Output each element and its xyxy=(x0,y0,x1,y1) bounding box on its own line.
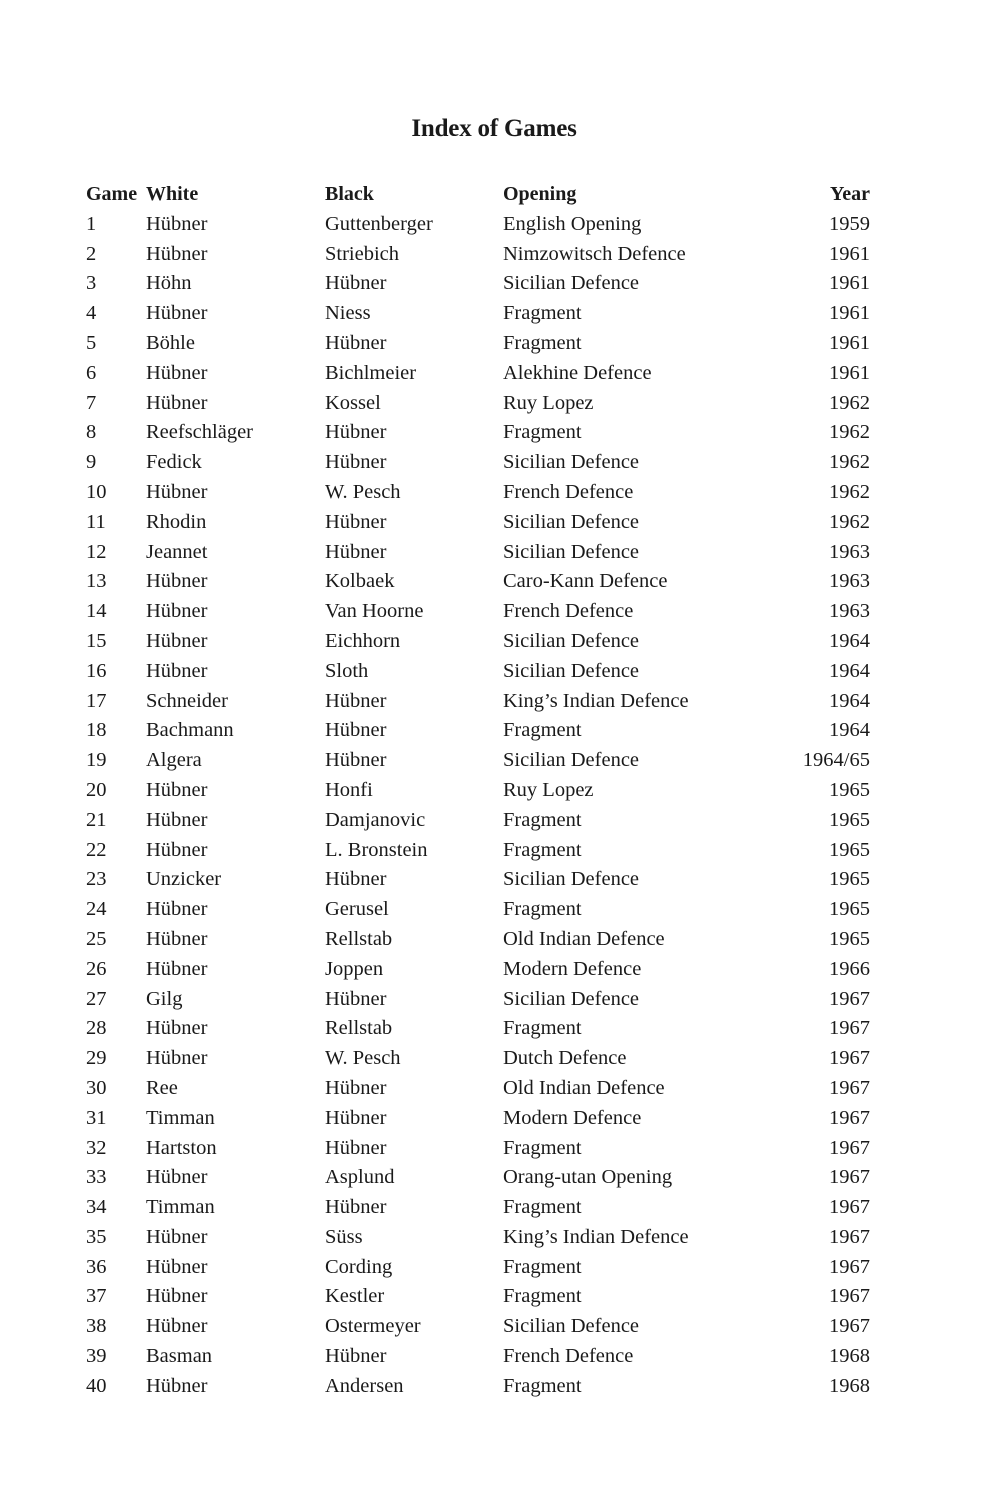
table-row xyxy=(86,1163,870,1193)
opening-cell: King’s Indian Defence xyxy=(503,1225,689,1248)
white-player-cell: Hübner xyxy=(146,1047,208,1070)
opening-cell: Sicilian Defence xyxy=(503,540,640,563)
opening-cell: Sicilian Defence xyxy=(503,868,640,891)
opening-cell: Fragment xyxy=(503,1255,582,1278)
white-player-cell: Hübner xyxy=(146,212,208,235)
black-player-cell: Hübner xyxy=(325,868,387,891)
black-player-cell: Damjanovic xyxy=(325,808,426,831)
column-header-opening: Opening xyxy=(503,183,577,205)
year-cell: 1965 xyxy=(829,898,870,921)
column-header-game: Game xyxy=(86,183,138,205)
opening-cell: Modern Defence xyxy=(503,957,642,980)
white-player-cell: Gilg xyxy=(146,987,183,1010)
white-player-cell: Rhodin xyxy=(146,510,207,533)
table-row xyxy=(86,776,870,806)
game-number-cell: 26 xyxy=(86,957,107,980)
white-player-cell: Hübner xyxy=(146,957,208,980)
black-player-cell: W. Pesch xyxy=(325,480,401,503)
year-cell: 1961 xyxy=(829,272,870,295)
year-cell: 1963 xyxy=(829,570,870,593)
game-number-cell: 20 xyxy=(86,778,107,801)
black-player-cell: Hübner xyxy=(325,689,387,712)
table-row xyxy=(86,1104,870,1134)
table-row xyxy=(86,955,870,985)
white-player-cell: Höhn xyxy=(146,272,192,295)
table-row xyxy=(86,925,870,955)
game-number-cell: 39 xyxy=(86,1345,107,1368)
white-player-cell: Ree xyxy=(146,1076,178,1099)
year-cell: 1968 xyxy=(829,1345,870,1368)
white-player-cell: Hübner xyxy=(146,898,208,921)
game-number-cell: 29 xyxy=(86,1047,107,1070)
table-row xyxy=(86,657,870,687)
opening-cell: Old Indian Defence xyxy=(503,1076,665,1099)
black-player-cell: Hübner xyxy=(325,719,387,742)
opening-cell: Sicilian Defence xyxy=(503,749,640,772)
table-row xyxy=(86,359,870,389)
black-player-cell: Ostermeyer xyxy=(325,1315,421,1338)
game-number-cell: 12 xyxy=(86,540,107,563)
table-row xyxy=(86,597,870,627)
table-row xyxy=(86,389,870,419)
white-player-cell: Hübner xyxy=(146,1315,208,1338)
year-cell: 1959 xyxy=(829,212,870,235)
white-player-cell: Hübner xyxy=(146,1255,208,1278)
game-number-cell: 35 xyxy=(86,1225,107,1248)
game-number-cell: 15 xyxy=(86,629,107,652)
table-row xyxy=(86,1312,870,1342)
table-row xyxy=(86,806,870,836)
white-player-cell: Hübner xyxy=(146,927,208,950)
year-cell: 1961 xyxy=(829,242,870,265)
black-player-cell: Bichlmeier xyxy=(325,361,417,384)
opening-cell: French Defence xyxy=(503,600,634,623)
black-player-cell: Honfi xyxy=(325,778,373,801)
game-number-cell: 2 xyxy=(86,242,97,265)
year-cell: 1964 xyxy=(829,659,870,682)
black-player-cell: Niess xyxy=(325,302,371,325)
opening-cell: Fragment xyxy=(503,808,582,831)
black-player-cell: Süss xyxy=(325,1225,363,1248)
white-player-cell: Hübner xyxy=(146,838,208,861)
white-player-cell: Algera xyxy=(146,749,202,772)
column-header-white: White xyxy=(146,183,199,205)
black-player-cell: Asplund xyxy=(325,1166,395,1189)
game-number-cell: 13 xyxy=(86,570,107,593)
year-cell: 1965 xyxy=(829,838,870,861)
opening-cell: English Opening xyxy=(503,212,642,235)
year-cell: 1964 xyxy=(829,689,870,712)
year-cell: 1967 xyxy=(829,1255,870,1278)
year-cell: 1966 xyxy=(829,957,870,980)
game-number-cell: 1 xyxy=(86,212,97,235)
table-row xyxy=(86,299,870,329)
black-player-cell: Hübner xyxy=(325,331,387,354)
table-row xyxy=(86,895,870,925)
table-row xyxy=(86,1372,870,1402)
table-row xyxy=(86,1193,870,1223)
black-player-cell: Hübner xyxy=(325,749,387,772)
table-row xyxy=(86,508,870,538)
table-row xyxy=(86,687,870,717)
year-cell: 1967 xyxy=(829,1196,870,1219)
black-player-cell: Hübner xyxy=(325,1345,387,1368)
opening-cell: Nimzowitsch Defence xyxy=(503,242,686,265)
year-cell: 1967 xyxy=(829,1017,870,1040)
opening-cell: Old Indian Defence xyxy=(503,927,665,950)
table-row xyxy=(86,1044,870,1074)
table-row xyxy=(86,240,870,270)
opening-cell: Fragment xyxy=(503,1374,582,1397)
white-player-cell: Hübner xyxy=(146,1225,208,1248)
white-player-cell: Hartston xyxy=(146,1136,217,1159)
opening-cell: Alekhine Defence xyxy=(503,361,652,384)
white-player-cell: Hübner xyxy=(146,808,208,831)
year-cell: 1967 xyxy=(829,1047,870,1070)
game-number-cell: 36 xyxy=(86,1255,107,1278)
year-cell: 1965 xyxy=(829,868,870,891)
game-number-cell: 18 xyxy=(86,719,107,742)
opening-cell: Modern Defence xyxy=(503,1106,642,1129)
year-cell: 1967 xyxy=(829,1076,870,1099)
opening-cell: Fragment xyxy=(503,421,582,444)
opening-cell: Fragment xyxy=(503,302,582,325)
game-number-cell: 4 xyxy=(86,302,97,325)
black-player-cell: Van Hoorne xyxy=(325,600,424,623)
white-player-cell: Hübner xyxy=(146,391,208,414)
white-player-cell: Hübner xyxy=(146,1374,208,1397)
game-number-cell: 17 xyxy=(86,689,107,712)
black-player-cell: Cording xyxy=(325,1255,393,1278)
year-cell: 1965 xyxy=(829,778,870,801)
opening-cell: Fragment xyxy=(503,1285,582,1308)
white-player-cell: Timman xyxy=(146,1196,215,1219)
opening-cell: Fragment xyxy=(503,898,582,921)
white-player-cell: Hübner xyxy=(146,1017,208,1040)
game-number-cell: 40 xyxy=(86,1374,107,1397)
black-player-cell: Hübner xyxy=(325,1076,387,1099)
black-player-cell: Andersen xyxy=(325,1374,404,1397)
table-row xyxy=(86,1342,870,1372)
opening-cell: King’s Indian Defence xyxy=(503,689,689,712)
white-player-cell: Jeannet xyxy=(146,540,208,563)
year-cell: 1961 xyxy=(829,302,870,325)
game-number-cell: 16 xyxy=(86,659,107,682)
table-row xyxy=(86,538,870,568)
game-number-cell: 25 xyxy=(86,927,107,950)
opening-cell: Sicilian Defence xyxy=(503,659,640,682)
opening-cell: Sicilian Defence xyxy=(503,272,640,295)
table-row xyxy=(86,746,870,776)
opening-cell: Orang-utan Opening xyxy=(503,1166,673,1189)
game-number-cell: 21 xyxy=(86,808,107,831)
opening-cell: Fragment xyxy=(503,1136,582,1159)
game-number-cell: 3 xyxy=(86,272,97,295)
black-player-cell: Kolbaek xyxy=(325,570,395,593)
black-player-cell: Rellstab xyxy=(325,1017,393,1040)
black-player-cell: Hübner xyxy=(325,510,387,533)
white-player-cell: Reefschläger xyxy=(146,421,253,444)
column-header-year: Year xyxy=(830,183,870,205)
game-number-cell: 19 xyxy=(86,749,107,772)
year-cell: 1963 xyxy=(829,540,870,563)
opening-cell: Fragment xyxy=(503,1017,582,1040)
game-number-cell: 27 xyxy=(86,987,107,1010)
opening-cell: Ruy Lopez xyxy=(503,778,594,801)
table-row xyxy=(86,716,870,746)
white-player-cell: Hübner xyxy=(146,1166,208,1189)
year-cell: 1964 xyxy=(829,719,870,742)
white-player-cell: Böhle xyxy=(146,331,195,354)
year-cell: 1968 xyxy=(829,1374,870,1397)
opening-cell: French Defence xyxy=(503,480,634,503)
year-cell: 1967 xyxy=(829,987,870,1010)
year-cell: 1967 xyxy=(829,1225,870,1248)
year-cell: 1961 xyxy=(829,331,870,354)
opening-cell: Caro-Kann Defence xyxy=(503,570,668,593)
table-row xyxy=(86,1134,870,1164)
game-number-cell: 11 xyxy=(86,510,106,533)
game-number-cell: 37 xyxy=(86,1285,107,1308)
table-row xyxy=(86,1282,870,1312)
black-player-cell: Hübner xyxy=(325,1136,387,1159)
game-number-cell: 33 xyxy=(86,1166,107,1189)
white-player-cell: Timman xyxy=(146,1106,215,1129)
table-row xyxy=(86,1253,870,1283)
game-number-cell: 31 xyxy=(86,1106,107,1129)
table-row xyxy=(86,567,870,597)
year-cell: 1967 xyxy=(829,1166,870,1189)
game-number-cell: 30 xyxy=(86,1076,107,1099)
game-number-cell: 14 xyxy=(86,600,107,623)
opening-cell: Ruy Lopez xyxy=(503,391,594,414)
games-index-table xyxy=(86,180,870,1402)
opening-cell: Sicilian Defence xyxy=(503,987,640,1010)
game-number-cell: 22 xyxy=(86,838,107,861)
game-number-cell: 5 xyxy=(86,331,97,354)
game-number-cell: 6 xyxy=(86,361,97,384)
white-player-cell: Hübner xyxy=(146,778,208,801)
white-player-cell: Hübner xyxy=(146,1285,208,1308)
table-header-row xyxy=(86,180,870,210)
year-cell: 1967 xyxy=(829,1136,870,1159)
column-header-black: Black xyxy=(325,183,374,205)
black-player-cell: Hübner xyxy=(325,451,387,474)
black-player-cell: Hübner xyxy=(325,540,387,563)
white-player-cell: Basman xyxy=(146,1345,213,1368)
white-player-cell: Hübner xyxy=(146,242,208,265)
white-player-cell: Fedick xyxy=(146,451,202,474)
black-player-cell: Kestler xyxy=(325,1285,385,1308)
year-cell: 1964/65 xyxy=(802,749,870,772)
black-player-cell: Striebich xyxy=(325,242,400,265)
opening-cell: Fragment xyxy=(503,331,582,354)
game-number-cell: 28 xyxy=(86,1017,107,1040)
game-number-cell: 32 xyxy=(86,1136,107,1159)
black-player-cell: Guttenberger xyxy=(325,212,433,235)
white-player-cell: Hübner xyxy=(146,361,208,384)
opening-cell: French Defence xyxy=(503,1345,634,1368)
table-row xyxy=(86,329,870,359)
white-player-cell: Hübner xyxy=(146,570,208,593)
table-row xyxy=(86,478,870,508)
year-cell: 1965 xyxy=(829,808,870,831)
table-row xyxy=(86,865,870,895)
table-row xyxy=(86,418,870,448)
year-cell: 1961 xyxy=(829,361,870,384)
page-title: Index of Games xyxy=(411,115,577,142)
white-player-cell: Hübner xyxy=(146,302,208,325)
year-cell: 1962 xyxy=(829,391,870,414)
game-number-cell: 10 xyxy=(86,480,107,503)
black-player-cell: Kossel xyxy=(325,391,381,414)
table-row xyxy=(86,627,870,657)
game-number-cell: 9 xyxy=(86,451,97,474)
game-number-cell: 24 xyxy=(86,898,107,921)
game-number-cell: 34 xyxy=(86,1196,107,1219)
black-player-cell: L. Bronstein xyxy=(325,838,428,861)
year-cell: 1967 xyxy=(829,1106,870,1129)
black-player-cell: Rellstab xyxy=(325,927,393,950)
opening-cell: Fragment xyxy=(503,719,582,742)
black-player-cell: Eichhorn xyxy=(325,629,401,652)
white-player-cell: Hübner xyxy=(146,659,208,682)
black-player-cell: Gerusel xyxy=(325,898,389,921)
white-player-cell: Hübner xyxy=(146,480,208,503)
table-row xyxy=(86,1014,870,1044)
table-row xyxy=(86,269,870,299)
year-cell: 1962 xyxy=(829,510,870,533)
table-row xyxy=(86,1074,870,1104)
year-cell: 1962 xyxy=(829,480,870,503)
black-player-cell: Sloth xyxy=(325,659,369,682)
opening-cell: Sicilian Defence xyxy=(503,510,640,533)
white-player-cell: Schneider xyxy=(146,689,228,712)
opening-cell: Sicilian Defence xyxy=(503,1315,640,1338)
year-cell: 1967 xyxy=(829,1315,870,1338)
table-row xyxy=(86,448,870,478)
black-player-cell: Joppen xyxy=(325,957,384,980)
black-player-cell: Hübner xyxy=(325,987,387,1010)
table-row xyxy=(86,836,870,866)
black-player-cell: Hübner xyxy=(325,272,387,295)
white-player-cell: Hübner xyxy=(146,600,208,623)
opening-cell: Dutch Defence xyxy=(503,1047,627,1070)
year-cell: 1962 xyxy=(829,421,870,444)
table-row xyxy=(86,985,870,1015)
opening-cell: Fragment xyxy=(503,1196,582,1219)
white-player-cell: Unzicker xyxy=(146,868,222,891)
white-player-cell: Hübner xyxy=(146,629,208,652)
year-cell: 1964 xyxy=(829,629,870,652)
year-cell: 1962 xyxy=(829,451,870,474)
opening-cell: Fragment xyxy=(503,838,582,861)
opening-cell: Sicilian Defence xyxy=(503,451,640,474)
game-number-cell: 8 xyxy=(86,421,97,444)
table-row xyxy=(86,1223,870,1253)
opening-cell: Sicilian Defence xyxy=(503,629,640,652)
game-number-cell: 7 xyxy=(86,391,97,414)
white-player-cell: Bachmann xyxy=(146,719,234,742)
game-number-cell: 38 xyxy=(86,1315,107,1338)
game-number-cell: 23 xyxy=(86,868,107,891)
black-player-cell: W. Pesch xyxy=(325,1047,401,1070)
table-body xyxy=(86,210,870,1402)
year-cell: 1965 xyxy=(829,927,870,950)
black-player-cell: Hübner xyxy=(325,1196,387,1219)
table-row xyxy=(86,210,870,240)
black-player-cell: Hübner xyxy=(325,1106,387,1129)
year-cell: 1963 xyxy=(829,600,870,623)
black-player-cell: Hübner xyxy=(325,421,387,444)
year-cell: 1967 xyxy=(829,1285,870,1308)
